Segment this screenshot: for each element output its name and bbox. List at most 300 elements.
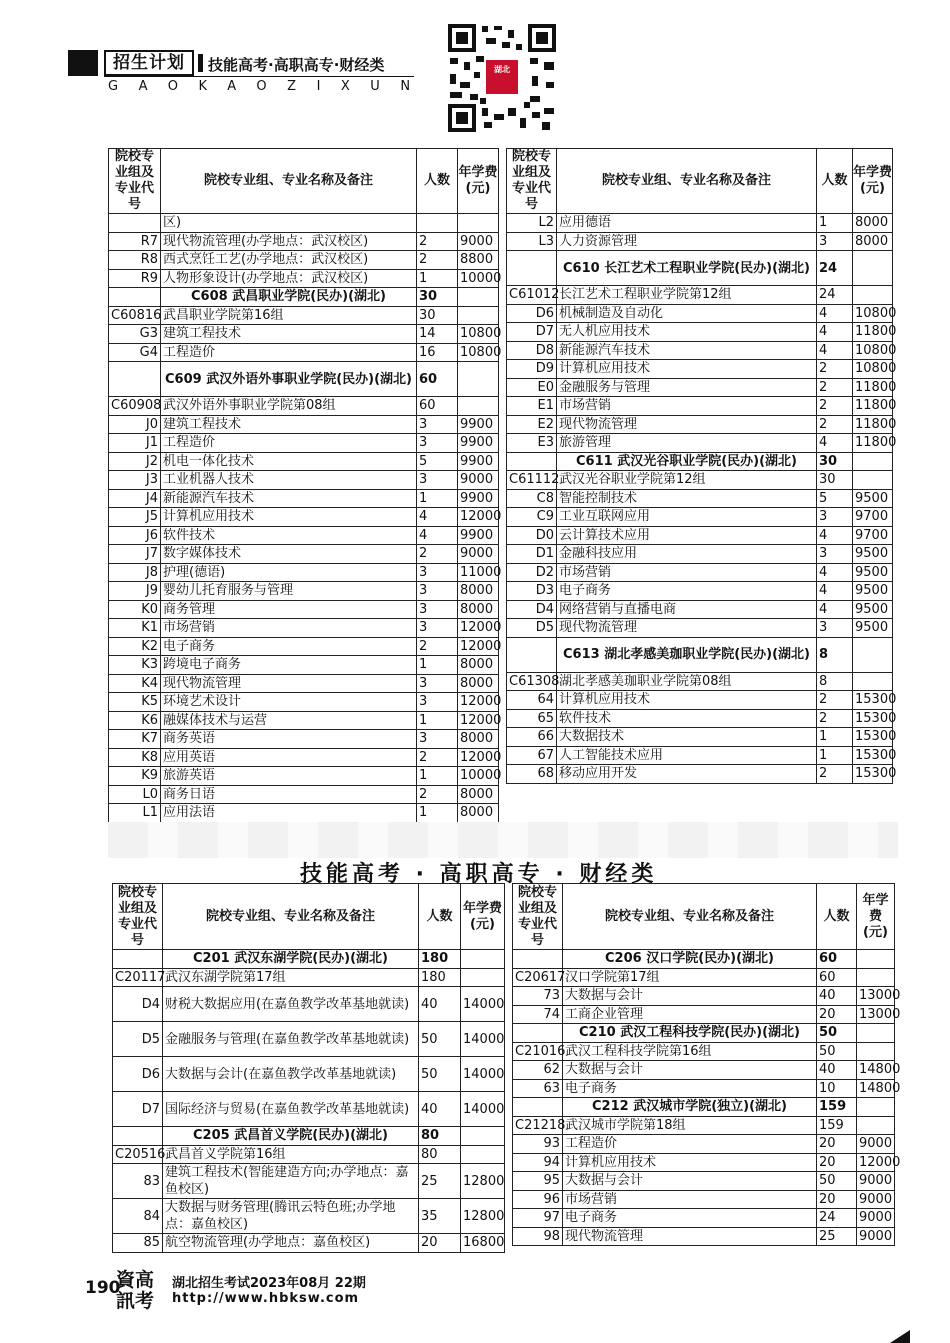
cell-code: 66 <box>507 728 557 747</box>
cell-code: C61112 <box>507 471 557 490</box>
table-row <box>113 987 505 1022</box>
cell-fee: 9000 <box>857 1135 895 1154</box>
table-row <box>507 691 893 710</box>
cell-count: 2 <box>417 748 458 767</box>
cell-count: 40 <box>817 1061 857 1080</box>
cell-name: 软件技术 <box>557 709 817 728</box>
cell-fee: 9500 <box>853 489 893 508</box>
table-row <box>513 1172 895 1191</box>
table-row <box>513 1061 895 1080</box>
cell-fee: 8000 <box>458 582 499 601</box>
table-row <box>113 1022 505 1057</box>
cell-name: 旅游管理 <box>557 434 817 453</box>
cell-code <box>109 288 161 307</box>
qr-code <box>446 22 558 134</box>
institution-row <box>513 1024 895 1043</box>
table-row <box>109 508 499 527</box>
cell-count: 3 <box>417 674 458 693</box>
cell-count: 3 <box>417 563 458 582</box>
corner-mark <box>890 1330 910 1343</box>
cell-count: 4 <box>817 434 853 453</box>
cell-fee: 15300 <box>853 746 893 765</box>
cell-code <box>513 950 563 969</box>
cell-code: L1 <box>109 804 161 823</box>
table-row <box>507 323 893 342</box>
cell-code: C61012 <box>507 286 557 305</box>
col-count-header: 人数 <box>817 149 853 214</box>
cell-name: 融媒体技术与运营 <box>161 711 417 730</box>
cell-count: 50 <box>419 1022 461 1057</box>
table-row <box>507 672 893 691</box>
cell-count: 50 <box>419 1057 461 1092</box>
cell-count: 24 <box>817 286 853 305</box>
col-name-header: 院校专业组、专业名称及备注 <box>161 149 417 214</box>
cell-fee: 8000 <box>853 214 893 233</box>
col-count-header: 人数 <box>419 884 461 950</box>
cell-name: 工业机器人技术 <box>161 471 417 490</box>
col-name-header: 院校专业组、专业名称及备注 <box>563 884 817 950</box>
cell-name: 大数据技术 <box>557 728 817 747</box>
cell-code: K4 <box>109 674 161 693</box>
cell-code: J2 <box>109 452 161 471</box>
cell-count: 159 <box>817 1098 857 1117</box>
institution-row <box>507 637 893 672</box>
cell-count: 60 <box>817 968 857 987</box>
cell-fee: 8000 <box>458 600 499 619</box>
cell-name: 电子商务 <box>563 1209 817 1228</box>
table-row <box>513 1005 895 1024</box>
cell-name: 环境艺术设计 <box>161 693 417 712</box>
cell-fee: 9000 <box>857 1190 895 1209</box>
cell-fee: 8000 <box>458 674 499 693</box>
cell-name: 汉口学院第17组 <box>563 968 817 987</box>
cell-fee <box>853 452 893 471</box>
cell-name: C613 湖北孝感美珈职业学院(民办)(湖北) <box>557 637 817 672</box>
cell-code: 64 <box>507 691 557 710</box>
cell-count: 30 <box>417 288 458 307</box>
cell-name: 数字媒体技术 <box>161 545 417 564</box>
cell-name: 计算机应用技术 <box>161 508 417 527</box>
cell-name: C610 长江艺术工程职业学院(民办)(湖北) <box>557 251 817 286</box>
cell-fee <box>857 1042 895 1061</box>
cell-name: 国际经济与贸易(在嘉鱼教学改革基地就读) <box>163 1092 419 1127</box>
table-row <box>109 600 499 619</box>
table-row <box>109 526 499 545</box>
cell-name: 区) <box>161 214 417 233</box>
cell-name: 工程造价 <box>161 434 417 453</box>
qr-badge: 湖北 <box>494 65 510 74</box>
cell-name: 机械制造及自动化 <box>557 304 817 323</box>
cell-fee <box>857 1116 895 1135</box>
cell-fee: 12000 <box>458 508 499 527</box>
col-fee-header: 年学费(元) <box>458 149 499 214</box>
cell-code: D3 <box>507 582 557 601</box>
cell-count: 3 <box>417 434 458 453</box>
table-row <box>507 232 893 251</box>
table-row <box>109 582 499 601</box>
cell-code: C9 <box>507 508 557 527</box>
cell-fee: 9000 <box>857 1209 895 1228</box>
cell-code: D6 <box>113 1057 163 1092</box>
cell-count: 35 <box>419 1199 461 1234</box>
cell-name: 金融服务与管理 <box>557 378 817 397</box>
cell-code: 83 <box>113 1164 163 1199</box>
cell-count: 30 <box>417 306 458 325</box>
cell-count: 2 <box>817 765 853 784</box>
cell-count: 50 <box>817 1024 857 1043</box>
cell-fee: 16800 <box>461 1234 505 1253</box>
cell-fee: 15300 <box>853 709 893 728</box>
institution-row <box>507 251 893 286</box>
cell-fee <box>458 397 499 416</box>
cell-name: 工程造价 <box>161 343 417 362</box>
cell-count: 20 <box>817 1135 857 1154</box>
table-row <box>507 728 893 747</box>
cell-code: K1 <box>109 619 161 638</box>
cell-fee: 12800 <box>461 1164 505 1199</box>
cell-name: 软件技术 <box>161 526 417 545</box>
cell-name: 新能源汽车技术 <box>557 341 817 360</box>
cell-code: R9 <box>109 269 161 288</box>
cell-code <box>507 251 557 286</box>
cell-count: 2 <box>817 378 853 397</box>
cell-code: 97 <box>513 1209 563 1228</box>
table-row <box>507 397 893 416</box>
cell-code: 96 <box>513 1190 563 1209</box>
cell-count: 14 <box>417 325 458 344</box>
cell-fee: 9000 <box>458 545 499 564</box>
cell-name: 智能控制技术 <box>557 489 817 508</box>
header-black-block <box>68 50 98 76</box>
cell-count: 3 <box>417 415 458 434</box>
cell-name: 电子商务 <box>161 637 417 656</box>
cell-code: K8 <box>109 748 161 767</box>
col-code-header: 院校专业组及专业代号 <box>113 884 163 950</box>
cell-name: 计算机应用技术 <box>563 1153 817 1172</box>
cell-count: 20 <box>419 1234 461 1253</box>
cell-name: 新能源汽车技术 <box>161 489 417 508</box>
cell-count: 2 <box>817 397 853 416</box>
table-row <box>507 545 893 564</box>
cell-code: E1 <box>507 397 557 416</box>
col-count-header: 人数 <box>817 884 857 950</box>
cell-code: E3 <box>507 434 557 453</box>
table-row <box>109 656 499 675</box>
cell-code: D4 <box>113 987 163 1022</box>
cell-fee: 15300 <box>853 728 893 747</box>
cell-count: 1 <box>417 656 458 675</box>
cell-fee: 10800 <box>458 343 499 362</box>
magazine-logo: 資高 訊考 <box>116 1269 155 1312</box>
cell-name: 西式烹饪工艺(办学地点：武汉校区) <box>161 251 417 270</box>
cell-name: 工程造价 <box>563 1135 817 1154</box>
cell-name: 工业互联网应用 <box>557 508 817 527</box>
cell-name: C201 武汉东湖学院(民办)(湖北) <box>163 950 419 969</box>
cell-code: J7 <box>109 545 161 564</box>
cell-fee <box>857 1024 895 1043</box>
cell-name: 无人机应用技术 <box>557 323 817 342</box>
cell-name: 人工智能技术应用 <box>557 746 817 765</box>
cell-name: 航空物流管理(办学地点：嘉鱼校区) <box>163 1234 419 1253</box>
cell-code: J8 <box>109 563 161 582</box>
cell-name: 商务日语 <box>161 785 417 804</box>
table-row <box>513 1135 895 1154</box>
col-code-header: 院校专业组及专业代号 <box>109 149 161 214</box>
cell-code: J5 <box>109 508 161 527</box>
table-top-right <box>506 148 897 784</box>
cell-name: 财税大数据应用(在嘉鱼教学改革基地就读) <box>163 987 419 1022</box>
cell-code: D7 <box>507 323 557 342</box>
cell-code: C8 <box>507 489 557 508</box>
cell-count: 25 <box>419 1164 461 1199</box>
cell-code: 67 <box>507 746 557 765</box>
cell-code: G4 <box>109 343 161 362</box>
cell-count: 60 <box>417 362 458 397</box>
cell-code: 95 <box>513 1172 563 1191</box>
cell-fee: 9700 <box>853 526 893 545</box>
cell-count: 4 <box>817 323 853 342</box>
cell-name: 现代物流管理 <box>161 674 417 693</box>
cell-code: 74 <box>513 1005 563 1024</box>
cell-name: 建筑工程技术 <box>161 415 417 434</box>
cell-count: 4 <box>817 563 853 582</box>
cell-name: 商务英语 <box>161 730 417 749</box>
cell-code: 98 <box>513 1227 563 1246</box>
table-row <box>109 785 499 804</box>
cell-code: 93 <box>513 1135 563 1154</box>
issue-info: 湖北招生考试2023年08月 22期 <box>172 1276 366 1291</box>
cell-count: 3 <box>417 619 458 638</box>
cell-count: 4 <box>817 582 853 601</box>
table-row <box>507 563 893 582</box>
cell-count: 20 <box>817 1005 857 1024</box>
cell-name: 移动应用开发 <box>557 765 817 784</box>
cell-name: 现代物流管理(办学地点：武汉校区) <box>161 232 417 251</box>
table-row <box>507 360 893 379</box>
cell-count: 180 <box>419 968 461 987</box>
header-subtitle: 技能高考·高职高专·财经类 <box>208 56 385 74</box>
cell-name: 武汉城市学院第18组 <box>563 1116 817 1135</box>
cell-code: K6 <box>109 711 161 730</box>
cell-name: 应用德语 <box>557 214 817 233</box>
website-url: http://www.hbksw.com <box>172 1291 360 1306</box>
cell-count: 4 <box>817 600 853 619</box>
table-row <box>109 693 499 712</box>
cell-name: 电子商务 <box>563 1079 817 1098</box>
cell-fee: 9000 <box>458 232 499 251</box>
table-row <box>109 325 499 344</box>
cell-count: 30 <box>817 452 853 471</box>
table-row <box>507 286 893 305</box>
cell-count: 40 <box>419 1092 461 1127</box>
table-row <box>507 471 893 490</box>
cell-name: 湖北孝感美珈职业学院第08组 <box>557 672 817 691</box>
cell-name: 人物形象设计(办学地点：武汉校区) <box>161 269 417 288</box>
cell-name: 机电一体化技术 <box>161 452 417 471</box>
cell-name: 市场营销 <box>161 619 417 638</box>
cell-fee <box>853 251 893 286</box>
table-row <box>113 1057 505 1092</box>
table-bottom-left <box>112 883 505 1253</box>
institution-row <box>109 288 499 307</box>
table-row <box>507 709 893 728</box>
cell-code: C60908 <box>109 397 161 416</box>
cell-fee <box>853 286 893 305</box>
cell-code <box>507 452 557 471</box>
cell-name: 现代物流管理 <box>557 619 817 638</box>
cell-fee: 12000 <box>458 711 499 730</box>
cell-code: L2 <box>507 214 557 233</box>
table-row <box>113 1199 505 1234</box>
cell-count: 2 <box>817 691 853 710</box>
cell-count: 24 <box>817 251 853 286</box>
table-row <box>513 1116 895 1135</box>
cell-count: 5 <box>817 489 853 508</box>
institution-row <box>507 452 893 471</box>
cell-count: 40 <box>817 987 857 1006</box>
cell-fee: 10800 <box>853 341 893 360</box>
cell-fee: 8000 <box>853 232 893 251</box>
cell-fee: 9500 <box>853 582 893 601</box>
cell-name: 武汉东湖学院第17组 <box>163 968 419 987</box>
cell-fee <box>853 637 893 672</box>
cell-fee: 8800 <box>458 251 499 270</box>
cell-code: K7 <box>109 730 161 749</box>
cell-fee: 9900 <box>458 526 499 545</box>
cell-code: J3 <box>109 471 161 490</box>
cell-fee: 12000 <box>458 693 499 712</box>
cell-count: 5 <box>417 452 458 471</box>
cell-count: 3 <box>817 619 853 638</box>
cell-count: 80 <box>419 1127 461 1146</box>
cell-fee: 14000 <box>461 1022 505 1057</box>
table-row <box>513 1079 895 1098</box>
cell-fee: 14800 <box>857 1079 895 1098</box>
cell-code: 94 <box>513 1153 563 1172</box>
table-row <box>109 619 499 638</box>
cell-fee: 10000 <box>458 269 499 288</box>
cell-count: 8 <box>817 637 853 672</box>
cell-fee: 15300 <box>853 691 893 710</box>
cell-count: 40 <box>419 987 461 1022</box>
cell-name: C206 汉口学院(民办)(湖北) <box>563 950 817 969</box>
table-row <box>507 378 893 397</box>
table-row <box>109 397 499 416</box>
cell-name: 网络营销与直播电商 <box>557 600 817 619</box>
cell-fee: 9900 <box>458 489 499 508</box>
institution-row <box>109 362 499 397</box>
cell-name: 现代物流管理 <box>557 415 817 434</box>
cell-name: 应用英语 <box>161 748 417 767</box>
table-row <box>109 214 499 233</box>
subtitle-bar <box>198 54 203 72</box>
cell-code: D1 <box>507 545 557 564</box>
cell-name: C608 武昌职业学院(民办)(湖北) <box>161 288 417 307</box>
table-row <box>507 526 893 545</box>
cell-code: J1 <box>109 434 161 453</box>
cell-name: 大数据与会计 <box>563 1172 817 1191</box>
table-row <box>109 452 499 471</box>
table-row <box>507 304 893 323</box>
cell-name: 市场营销 <box>563 1190 817 1209</box>
table-row <box>513 1042 895 1061</box>
cell-count: 4 <box>817 341 853 360</box>
cell-name: 大数据与会计(在嘉鱼教学改革基地就读) <box>163 1057 419 1092</box>
cell-fee: 11800 <box>853 397 893 416</box>
cell-name: 婴幼儿托育服务与管理 <box>161 582 417 601</box>
cell-name: 云计算技术应用 <box>557 526 817 545</box>
cell-code: 73 <box>513 987 563 1006</box>
cell-name: 长江艺术工程职业学院第12组 <box>557 286 817 305</box>
table-row <box>109 251 499 270</box>
cell-fee: 10000 <box>458 767 499 786</box>
cell-code <box>109 362 161 397</box>
cell-count: 2 <box>417 232 458 251</box>
cell-code: K5 <box>109 693 161 712</box>
cell-code: J0 <box>109 415 161 434</box>
cell-code <box>507 637 557 672</box>
table-bottom-right <box>512 883 901 1246</box>
cell-name: 金融服务与管理(在嘉鱼教学改革基地就读) <box>163 1022 419 1057</box>
table-row <box>507 765 893 784</box>
table-row <box>513 987 895 1006</box>
cell-fee <box>853 471 893 490</box>
cell-code: C20516 <box>113 1145 163 1164</box>
section-divider-band <box>108 822 898 858</box>
cell-fee: 9500 <box>853 545 893 564</box>
table-row <box>113 1092 505 1127</box>
cell-name: 工商企业管理 <box>563 1005 817 1024</box>
cell-code <box>109 214 161 233</box>
cell-name: 建筑工程技术(智能建造方向;办学地点：嘉鱼校区) <box>163 1164 419 1199</box>
cell-fee: 12800 <box>461 1199 505 1234</box>
cell-fee <box>458 214 499 233</box>
cell-fee: 12000 <box>458 637 499 656</box>
table-row <box>109 730 499 749</box>
table-row <box>109 415 499 434</box>
cell-count: 60 <box>817 950 857 969</box>
table-row <box>109 232 499 251</box>
cell-code: C61308 <box>507 672 557 691</box>
cell-fee: 10800 <box>458 325 499 344</box>
cell-fee <box>458 362 499 397</box>
table-row <box>513 968 895 987</box>
cell-fee <box>857 1098 895 1117</box>
cell-count: 1 <box>417 269 458 288</box>
cell-count: 2 <box>817 360 853 379</box>
cell-code: D0 <box>507 526 557 545</box>
table-row <box>507 434 893 453</box>
cell-name: C210 武汉工程科技学院(民办)(湖北) <box>563 1024 817 1043</box>
cell-name: 跨境电子商务 <box>161 656 417 675</box>
cell-name: 武昌职业学院第16组 <box>161 306 417 325</box>
table-row <box>109 471 499 490</box>
table-row <box>507 341 893 360</box>
header-pinyin: GAOKAOZIXUN <box>108 79 431 94</box>
cell-fee <box>461 1145 505 1164</box>
cell-count: 1 <box>817 728 853 747</box>
cell-code: R7 <box>109 232 161 251</box>
cell-name: 大数据与会计 <box>563 987 817 1006</box>
cell-code: D9 <box>507 360 557 379</box>
institution-row <box>513 1098 895 1117</box>
cell-code: 84 <box>113 1199 163 1234</box>
cell-code: 85 <box>113 1234 163 1253</box>
cell-count: 3 <box>817 545 853 564</box>
cell-count: 1 <box>417 489 458 508</box>
cell-code: D7 <box>113 1092 163 1127</box>
cell-name: 计算机应用技术 <box>557 691 817 710</box>
